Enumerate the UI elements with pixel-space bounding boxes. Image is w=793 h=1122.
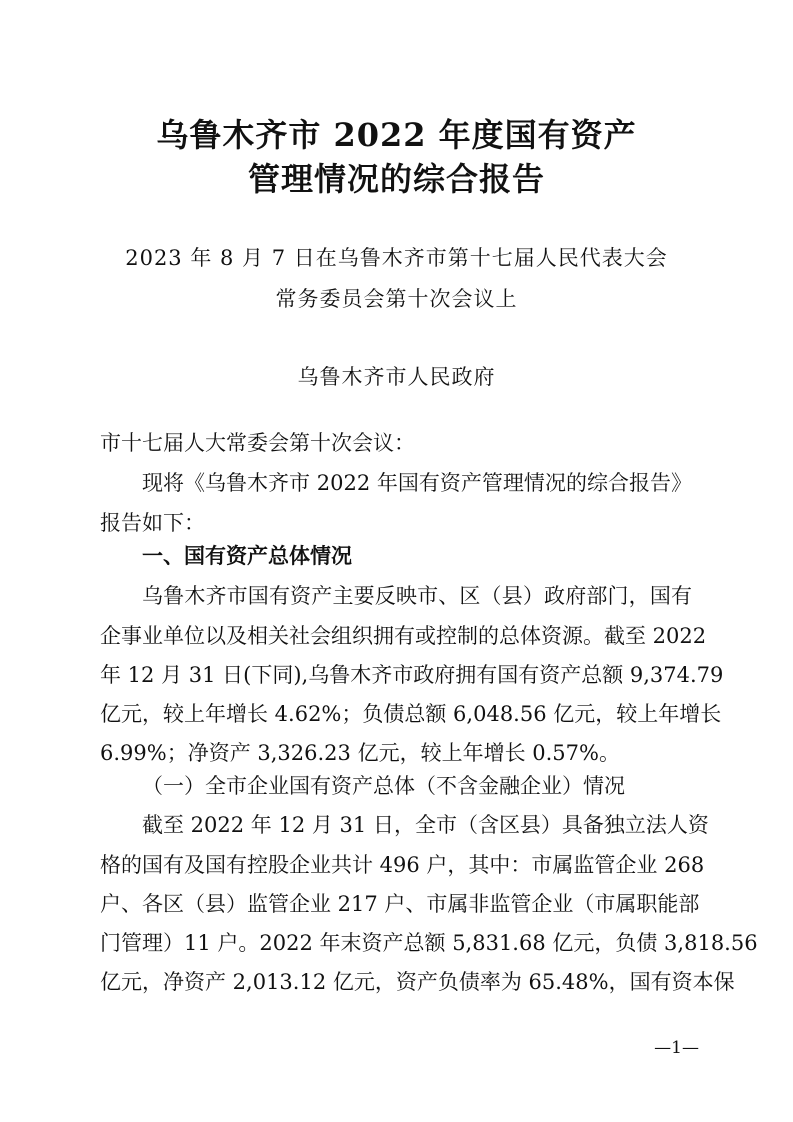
intro-line-2: 报告如下： (100, 511, 205, 535)
section-heading-1: 一、国有资产总体情况 (142, 544, 352, 568)
paragraph-line: 年 12 月 31 日(下同),乌鲁木齐市政府拥有国有资产总额 9,374.79 (100, 663, 724, 687)
salutation: 市十七届人大常委会第十次会议： (100, 431, 415, 455)
issuer: 乌鲁木齐市人民政府 (297, 365, 496, 389)
intro-line-1: 现将《乌鲁木齐市 2022 年国有资产管理情况的综合报告》 (142, 471, 692, 495)
meeting-info-line-2: 常务委员会第十次会议上 (275, 287, 518, 311)
paragraph-line: 企事业单位以及相关社会组织拥有或控制的总体资源。截至 2022 (100, 624, 707, 648)
report-title-line-2: 管理情况的综合报告 (247, 160, 545, 198)
paragraph-line: 6.99%；净资产 3,326.23 亿元，较上年增长 0.57%。 (100, 741, 620, 765)
subsection-heading-1: （一）全市企业国有资产总体（不含金融企业）情况 (142, 774, 625, 798)
page-number: —1— (654, 1038, 699, 1058)
meeting-info-line-1: 2023 年 8 月 7 日在乌鲁木齐市第十七届人民代表大会 (125, 246, 668, 270)
paragraph-line: 格的国有及国有控股企业共计 496 户，其中：市属监管企业 268 (100, 853, 705, 877)
paragraph-line: 亿元，较上年增长 4.62%；负债总额 6,048.56 亿元，较上年增长 (100, 702, 722, 726)
paragraph-line: 截至 2022 年 12 月 31 日，全市（含区县）具备独立法人资 (142, 813, 709, 837)
paragraph-line: 户、各区（县）监管企业 217 户、市属非监管企业（市属职能部 (100, 892, 700, 916)
paragraph-line: 乌鲁木齐市国有资产主要反映市、区（县）政府部门，国有 (142, 584, 692, 608)
report-title-line-1: 乌鲁木齐市 2022 年度国有资产 (156, 116, 637, 154)
paragraph-line: 门管理）11 户。2022 年末资产总额 5,831.68 亿元，负债 3,818.56 (100, 931, 758, 955)
paragraph-line: 亿元，净资产 2,013.12 亿元，资产负债率为 65.48%，国有资本保 (100, 970, 735, 994)
